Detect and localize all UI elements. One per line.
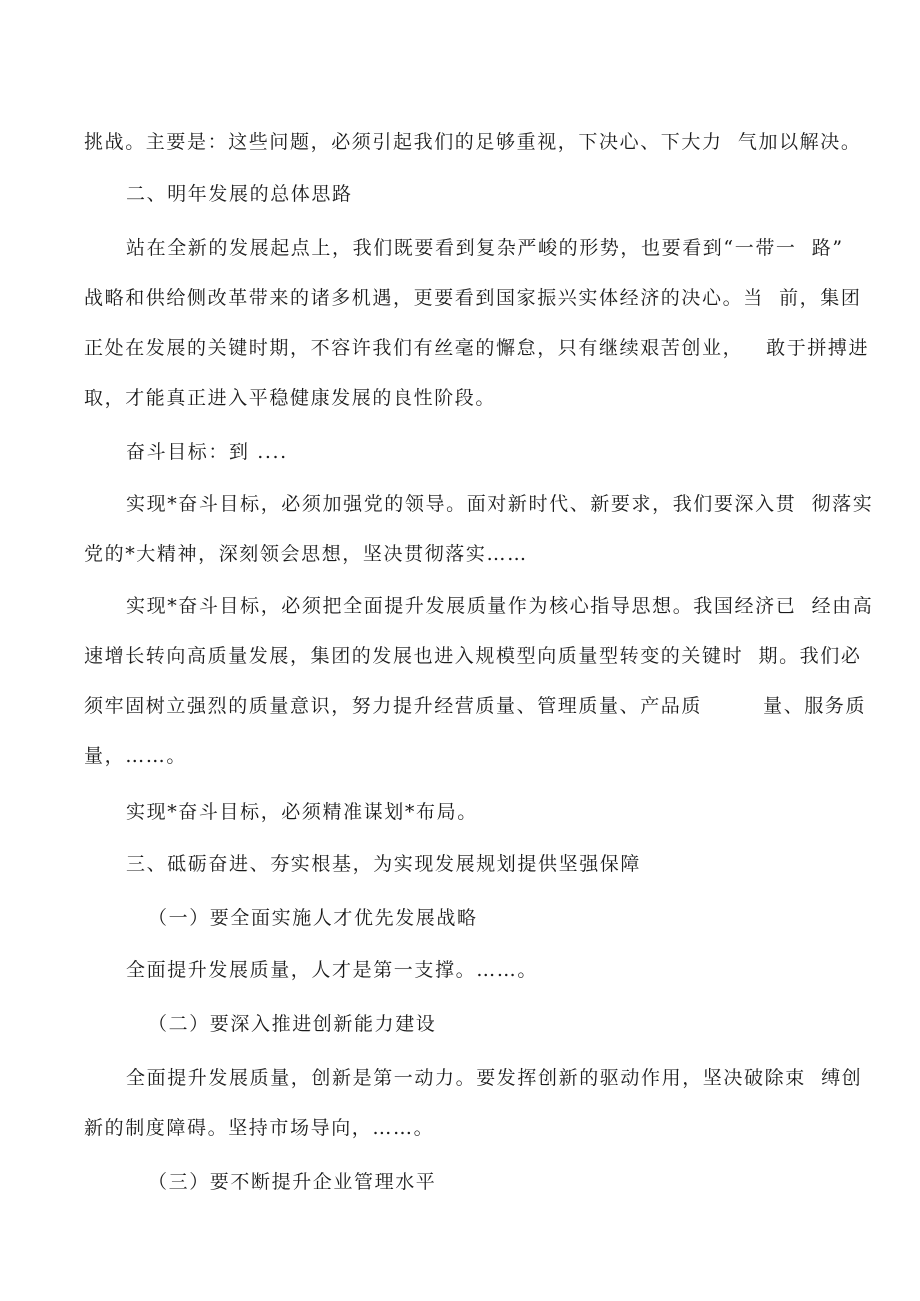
paragraph-1-line-1: 挑战。主要是：这些问题，必须引起我们的足够重视，下决心、下大力 气加以解决。: [84, 131, 862, 153]
paragraph-4-line-2: 党的*大精神，深刻领会思想，坚决贯彻落实……: [84, 543, 528, 565]
paragraph-2-line-4: 取，才能真正进入平稳健康发展的良性阶段。: [84, 387, 497, 409]
subsection-1-title: （一）要全面实施人才优先发展战略: [148, 907, 478, 929]
paragraph-2-line-2: 战略和供给侧改革带来的诸多机遇，更要看到国家振兴实体经济的决心。当 前，集团: [84, 287, 862, 309]
paragraph-5-line-2: 速增长转向高质量发展，集团的发展也进入规模型向质量型转变的关键时 期。我们必: [84, 645, 862, 667]
paragraph-goal: 奋斗目标：到 ....: [126, 441, 288, 463]
subsection-2-title: （二）要深入推进创新能力建设: [148, 1013, 437, 1035]
subsection-1-body: 全面提升发展质量，人才是第一支撑。……。: [126, 959, 539, 981]
subsection-2-body-line-1: 全面提升发展质量，创新是第一动力。要发挥创新的驱动作用，坚决破除束 缚创: [126, 1067, 863, 1089]
paragraph-5-line-3: 须牢固树立强烈的质量意识，努力提升经营质量、管理质量、产品质 量、服务质: [84, 695, 867, 717]
paragraph-5-line-1: 实现*奋斗目标，必须把全面提升发展质量作为核心指导思想。我国经济已 经由高: [126, 595, 874, 617]
paragraph-4-line-1: 实现*奋斗目标，必须加强党的领导。面对新时代、新要求，我们要深入贯 彻落实: [126, 493, 874, 515]
paragraph-5-line-4: 量，……。: [84, 745, 188, 767]
paragraph-6: 实现*奋斗目标，必须精准谋划*布局。: [126, 801, 478, 823]
subsection-3-title: （三）要不断提升企业管理水平: [148, 1171, 437, 1193]
section-heading-2: 二、明年发展的总体思路: [126, 183, 353, 205]
paragraph-2-line-1: 站在全新的发展起点上，我们既要看到复杂严峻的形势，也要看到“一带一 路”: [126, 237, 844, 259]
subsection-2-body-line-2: 新的制度障碍。坚持市场导向，……。: [84, 1117, 435, 1139]
paragraph-2-line-3: 正处在发展的关键时期，不容许我们有丝毫的懈怠，只有继续艰苦创业， 敢于拼搏进: [84, 337, 870, 359]
section-heading-3: 三、砥砺奋进、夯实根基，为实现发展规划提供坚强保障: [126, 853, 642, 875]
